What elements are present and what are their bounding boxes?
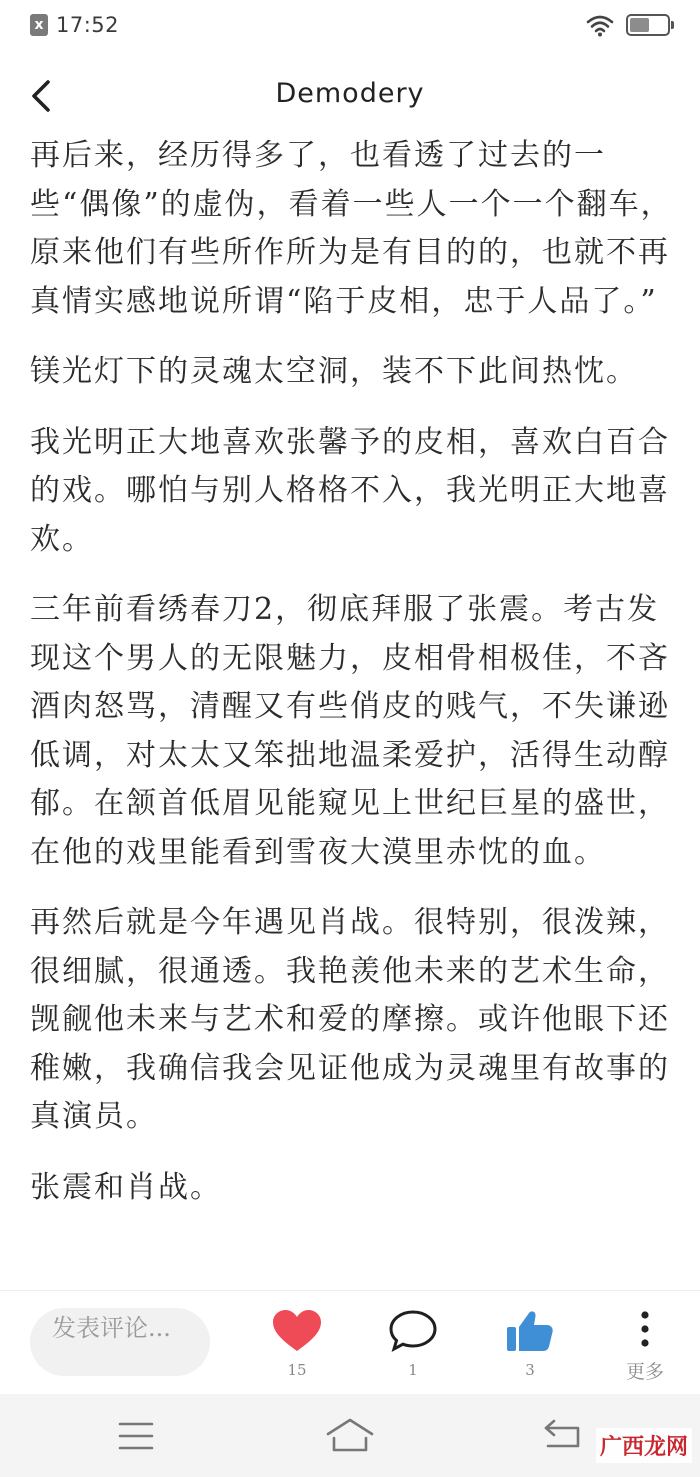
- home-icon[interactable]: [320, 1414, 380, 1458]
- status-left: [30, 13, 119, 37]
- action-bar: [0, 1290, 700, 1395]
- paragraph: 再后来，经历得多了，也看透了过去的一些“偶像”的虚伪，看着一些人一个一个翻车，原来他们有些所作所为是有目的的，也就不再真情实感地说所谓“陷于皮相，忠于人品了。”: [30, 138, 673, 319]
- page-title: Demodery: [275, 78, 425, 109]
- paragraph: 再然后就是今年遇见肖战。很特别，很泼辣，很细腻，很通透。我艳羡他未来的艺术生命，觊觎他未来与艺术和爱的摩擦。或许他眼下还稚嫩，我确信我会见证他成为灵魂里有故事的真演员。: [30, 905, 670, 1134]
- paragraph: 张震和肖战。: [30, 1169, 222, 1205]
- more-label: 更多: [625, 1361, 664, 1383]
- thumbs-up-count: 3: [525, 1361, 535, 1379]
- like-button[interactable]: [262, 1309, 332, 1379]
- comment-input[interactable]: [30, 1308, 210, 1376]
- nav-back-icon[interactable]: [534, 1414, 594, 1458]
- article-body: [30, 132, 675, 1234]
- comment-count: 1: [408, 1361, 418, 1379]
- notification-icon: x: [30, 14, 48, 36]
- paragraph: 三年前看绣春刀2，彻底拜服了张震。考古发现这个男人的无限魅力，皮相骨相极佳，不吝酒肉怒骂，清醒又有些俏皮的贱气，不失谦逊低调，对太太又笨拙地温柔爱护，活得生动醇郁。在颔首低眉见能窥见上世纪巨星的盛世，在他的戏里能看到雪夜大漠里赤忱的血。: [30, 592, 670, 870]
- more-vertical-icon: [620, 1309, 670, 1353]
- comment-button[interactable]: [378, 1309, 448, 1379]
- heart-icon: [272, 1309, 322, 1353]
- battery-level: [630, 18, 649, 32]
- watermark-logo: 广西龙网: [596, 1428, 692, 1463]
- thumbs-up-icon: [505, 1309, 555, 1353]
- speech-bubble-icon: [388, 1309, 438, 1353]
- paragraph: 镁光灯下的灵魂太空洞，装不下此间热忱。: [30, 354, 638, 389]
- like-count: 15: [287, 1361, 307, 1379]
- menu-icon[interactable]: [106, 1414, 166, 1458]
- paragraph: 我光明正大地喜欢张馨予的皮相，喜欢白百合的戏。哪怕与别人格格不入，我光明正大地喜欢。: [30, 424, 670, 557]
- status-time: 17:52: [56, 13, 120, 37]
- wifi-icon: [586, 13, 614, 37]
- thumbs-up-button[interactable]: [495, 1309, 565, 1379]
- system-nav-bar: [0, 1394, 700, 1477]
- status-right: [586, 13, 670, 37]
- more-button[interactable]: [610, 1309, 680, 1384]
- title-bar: [0, 60, 700, 134]
- status-bar: [0, 0, 700, 52]
- battery-icon: [626, 14, 670, 36]
